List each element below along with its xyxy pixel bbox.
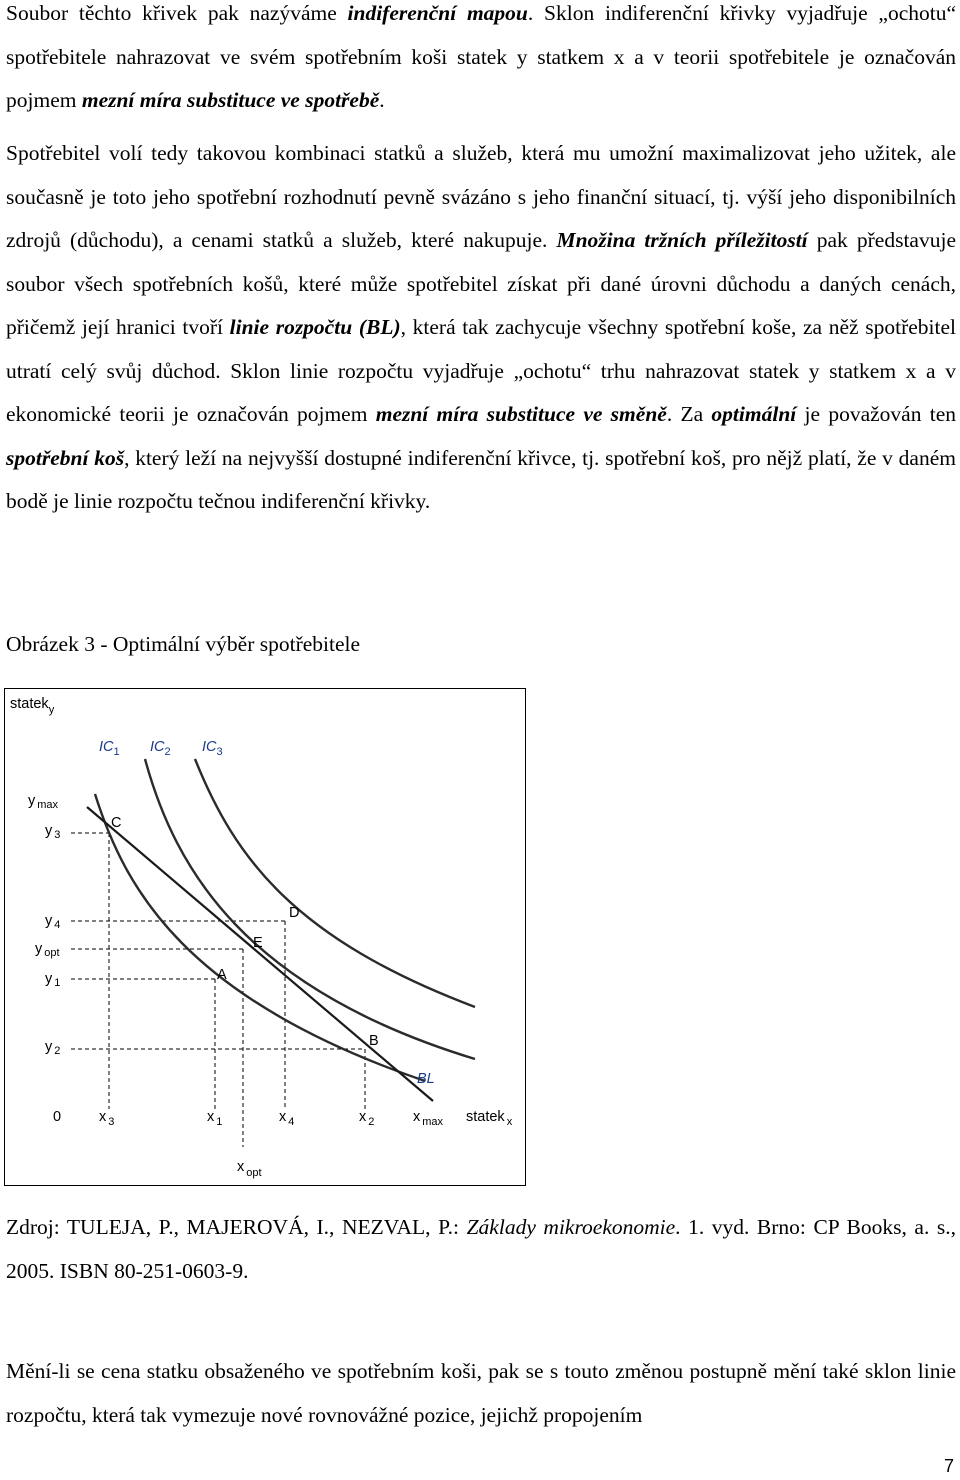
term-market-opportunities: Množina tržních příležitostí — [556, 228, 808, 252]
ic1-label: $IC_1$ — [99, 739, 120, 758]
point-e: E — [253, 935, 263, 951]
x-tick-xmax: x $_{max}$ — [413, 1109, 444, 1128]
paragraph-1: Soubor těchto křivek pak nazýváme indiferenční mapou. Sklon indiferenční křivky vyjadřuje „ochotu“ spotřebitele nahrazovat ve svém spotřebním koši statek y statkem x a v teorii spotřebitele je označován pojmem mezní míra substituce ve spotřebě. — [6, 1, 956, 112]
budget-line-label: BL — [417, 1071, 435, 1087]
source-citation: Zdroj: TULEJA, P., MAJEROVÁ, I., NEZVAL, P.: Základy mikroekonomie. 1. vyd. Brno: CP Books, a. s., 2005. ISBN 80-251-0603-9. — [6, 1215, 956, 1283]
x-tick-x2: x $_2$ — [359, 1109, 375, 1128]
y-axis-label: statek$_y$ — [10, 696, 55, 716]
y-tick-y3: y $_3$ — [45, 823, 61, 841]
point-b: B — [369, 1033, 379, 1049]
term-mrs-consumption: mezní míra substituce ve spotřebě — [81, 88, 380, 112]
y-tick-ymax: y $_{max}$ — [28, 793, 59, 811]
ic3-curve — [195, 759, 475, 1007]
x-tick-x4: x $_4$ — [279, 1109, 295, 1128]
term-consumer-basket: spotřební koš — [6, 445, 125, 470]
optimal-choice-figure — [4, 688, 526, 1186]
point-c: C — [111, 815, 122, 831]
term-mrs-exchange: mezní míra substituce ve směně — [375, 402, 667, 426]
y-tick-y1: y $_1$ — [45, 971, 61, 989]
ic2-curve — [145, 759, 475, 1059]
x-axis-label: statek $_x$ — [466, 1109, 513, 1128]
page-number: 7 — [943, 1456, 954, 1476]
x-tick-origin: 0 — [53, 1109, 62, 1125]
ic3-label: $IC_3$ — [202, 739, 223, 758]
budget-line — [87, 807, 433, 1101]
x-tick-x3: x $_3$ — [99, 1109, 115, 1128]
y-tick-y2: y $_2$ — [45, 1039, 61, 1057]
figure-caption: Obrázek 3 - Optimální výběr spotřebitele — [6, 632, 361, 656]
term-indifference-map: indiferenční mapou — [347, 1, 528, 25]
y-tick-y4: y $_4$ — [45, 913, 61, 931]
point-a: A — [217, 967, 227, 983]
term-optimal: optimální — [711, 402, 797, 426]
point-d: D — [289, 905, 300, 921]
figure-svg — [5, 689, 527, 1187]
paragraph-3: Mění-li se cena statku obsaženého ve spotřebním koši, pak se s touto změnou postupně mění také sklon linie rozpočtu, která tak vymezuje nové rovnovážné pozice, jejichž propojením — [6, 1359, 956, 1427]
y-tick-yopt: y $_{opt}$ — [35, 941, 60, 959]
paragraph-2: Spotřebitel volí tedy takovou kombinaci statků a služeb, která mu umožní maximalizovat jeho užitek, ale současně je toto jeho spotřební rozhodnutí pevně svázáno s jeho finanční situací, tj. výší jeho disponibilních zdrojů (důchodu), a cenami statků a služeb, které nakupuje. Množina tržních příležitostí pak představuje soubor všech spotřebních košů, které může spotřebitel získat při dané úrovni důchodu a daných cenách, přičemž její hranici tvoří linie rozpočtu (BL), která tak zachycuje všechny spotřební koše, za něž spotřebitel utratí celý svůj důchod. Sklon linie rozpočtu vyjadřuje „ochotu“ trhu nahrazovat statek y statkem x a v ekonomické teorii je označován pojmem mezní míra substituce ve směně. Za optimální je považován ten spotřební koš, který leží na nejvyšší dostupné indiferenční křivce, tj. spotřební koš, pro nějž platí, že v daném bodě je linie rozpočtu tečnou indiferenční křivky. — [6, 141, 956, 513]
x-tick-x1: x $_1$ — [207, 1109, 223, 1128]
ic2-label: $IC_2$ — [150, 739, 171, 758]
guide-lines — [71, 833, 365, 1147]
x-tick-xopt: x $_{opt}$ — [237, 1159, 262, 1179]
term-budget-line: linie rozpočtu (BL) — [229, 315, 401, 339]
